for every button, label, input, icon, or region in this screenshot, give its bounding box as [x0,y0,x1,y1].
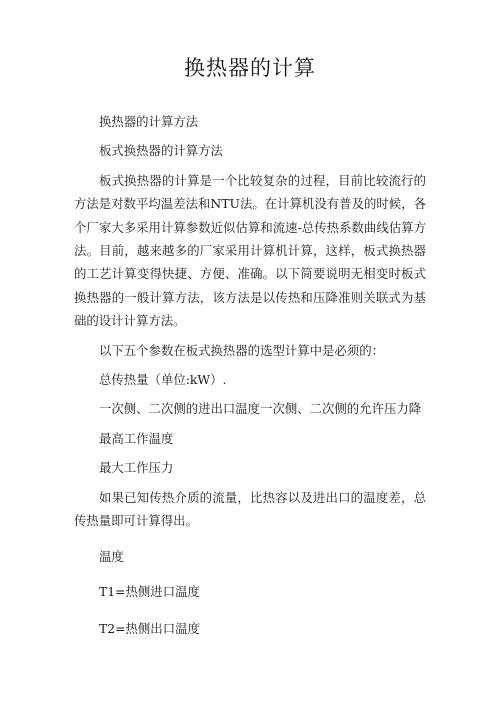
document-body [74,110,426,647]
paragraph-plate-method-heading: 板式换热器的计算方法 [99,143,223,159]
paragraph-five-parameters: 以下五个参数在板式换热器的选型计算中是必须的： [99,342,384,358]
paragraph-method-heading: 换热器的计算方法 [99,114,199,129]
paragraph-known-flow: 如果已知传热介质的流量，比热容以及进出口的温度差，总传热量即可计算得出。 [74,489,426,529]
paragraph-t1: T1=热侧进口温度 [99,583,200,599]
paragraph-temperature: 温度 [99,548,124,564]
paragraph-temperatures-pressure-drop: 一次侧、二次侧的进出口温度一次侧、二次侧的允许压力降 [99,401,422,417]
paragraph-t2: T2=热侧出口温度 [99,621,200,637]
paragraph-total-heat: 总传热量（单位:kW）. [99,372,227,388]
paragraph-max-temperature: 最高工作温度 [99,430,174,446]
paragraph-intro: 板式换热器的计算是一个比较复杂的过程，目前比较流行的方法是对数平均温差法和NTU法。在计算机没有普及的时候，各个厂家大多采用计算参数近似估算和流速-总传热系数曲线估算方法。目前，越来越多的厂家采用计算机计算，这样，板式换热器的工艺计算变得快捷、方便、准确。以下简要说明无相变时板式换热器的一般计算方法，该方法是以传热和压降准则关联式为基础的设计计算方法。 [74,172,426,329]
paragraph-max-pressure: 最大工作压力 [99,460,174,476]
document-title: 换热器的计算 [184,56,316,80]
